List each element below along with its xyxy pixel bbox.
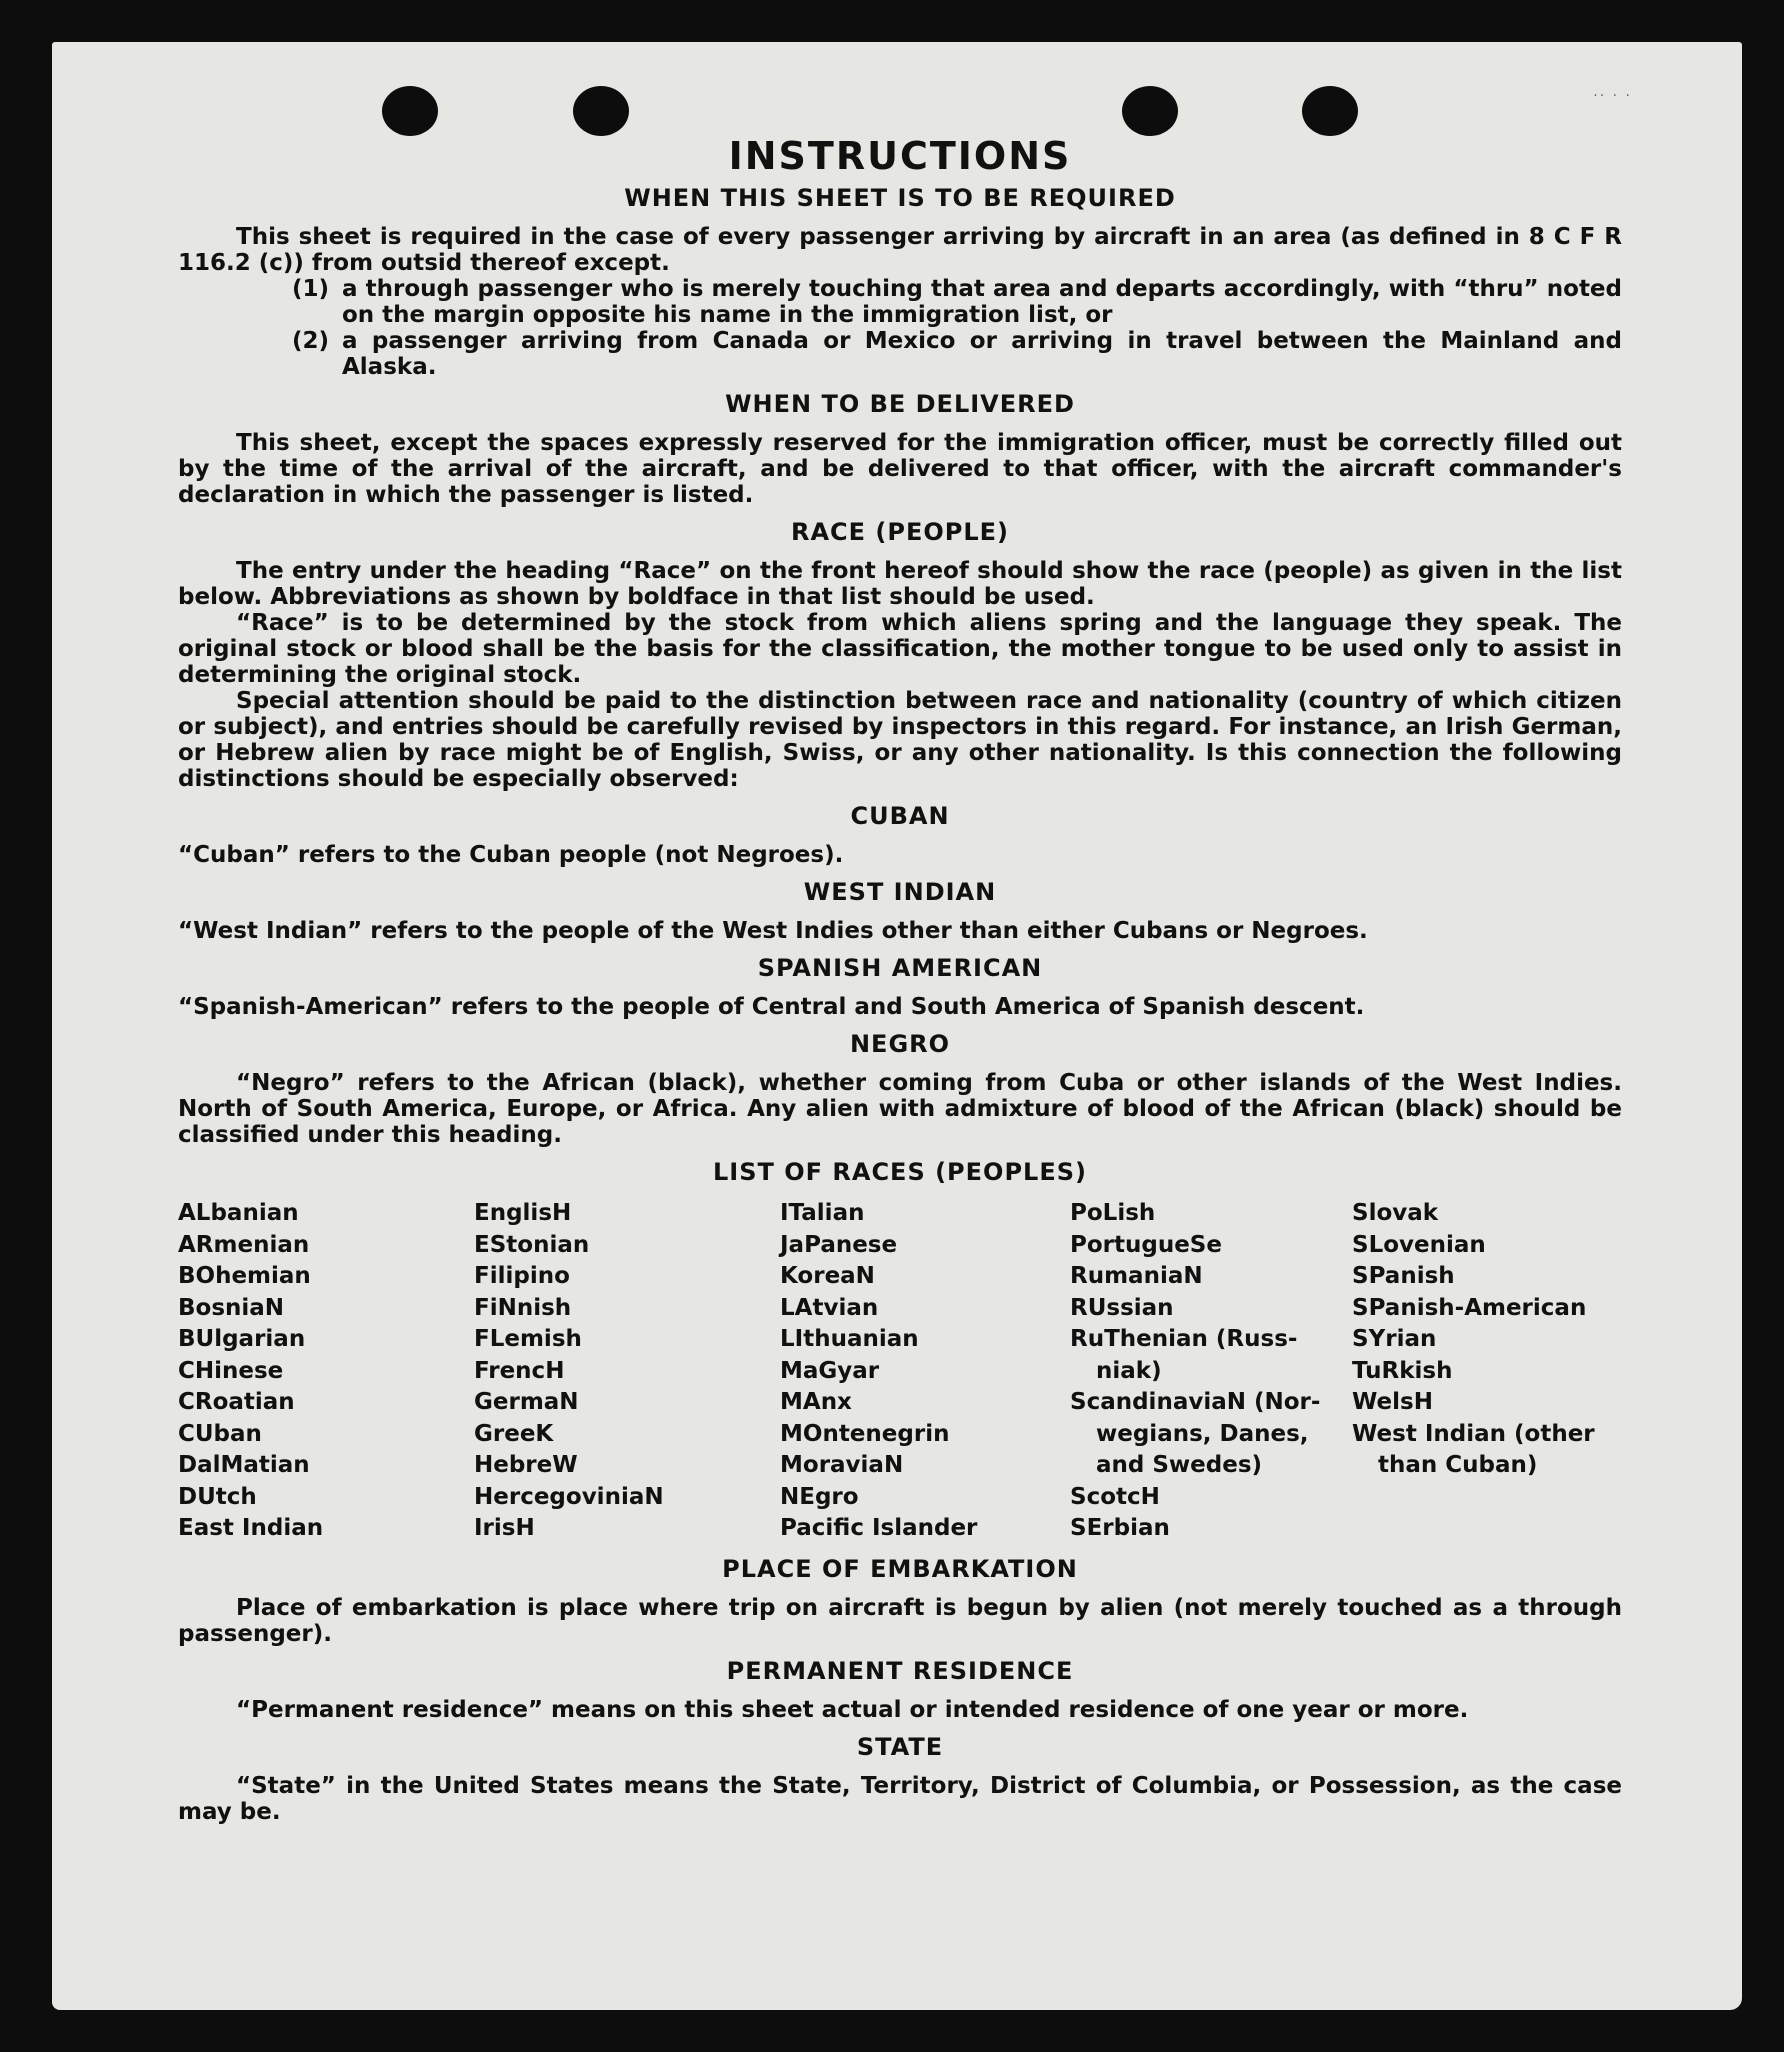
spanish-american-text: “Spanish-American” refers to the people of Central and South America of Spanish descent. <box>178 994 1365 1020</box>
race-list-item: SErbian <box>1070 1515 1170 1541</box>
heading-list-of-races: LIST OF RACES (PEOPLES) <box>713 1158 1087 1186</box>
heading-spanish-american: SPANISH AMERICAN <box>757 954 1043 982</box>
race-list-item: than Cuban) <box>1378 1452 1538 1478</box>
punch-hole <box>1122 86 1178 136</box>
cuban-text: “Cuban” refers to the Cuban people (not Negroes). <box>178 842 844 868</box>
race-list-item: CRoatian <box>178 1389 295 1415</box>
race-list-item: HebreW <box>474 1452 578 1478</box>
race-list-item: West Indian (other <box>1352 1420 1595 1447</box>
race-list-item: SPanish-American <box>1352 1294 1587 1321</box>
document-sheet <box>52 42 1742 2010</box>
races-column <box>780 1198 1070 1545</box>
race-list-item: LAtvian <box>780 1294 879 1321</box>
race-list-item: WelsH <box>1352 1389 1433 1415</box>
race-list-item: MAnx <box>780 1389 852 1415</box>
exception-item <box>292 328 1622 380</box>
race-list-item: GermaN <box>474 1389 579 1415</box>
race-list-item: KoreaN <box>780 1263 875 1289</box>
race-list-item: East Indian <box>178 1515 324 1541</box>
race-list-item: MoraviaN <box>780 1452 904 1478</box>
delivered-text: This sheet, except the spaces expressly reserved for the immigration officer, must be correctly filled out by the time of the arrival of the aircraft, and be delivered to that officer, with the aircraft commander's declaration in which the passenger is listed. <box>178 430 1622 508</box>
heading-cuban: CUBAN <box>850 802 950 830</box>
race-list-item: DalMatian <box>178 1452 310 1478</box>
negro-text: “Negro” refers to the African (black), whether coming from Cuba or other islands of the West Indies. North of South America, Europe, or Africa. Any alien with admixture of blood of the African (black) should be classified under this heading. <box>178 1070 1622 1148</box>
state-text: “State” in the United States means the State, Territory, District of Columbia, or Possession, as the case may be. <box>178 1772 1622 1825</box>
exception-text: a through passenger who is merely touching that area and departs accordingly, with “thru” noted on the margin opposite his name in the immigration list, or <box>342 276 1622 328</box>
west-indian-text: “West Indian” refers to the people of the West Indies other than either Cubans or Negroes. <box>178 918 1368 944</box>
heading-west-indian: WEST INDIAN <box>803 878 997 906</box>
heading-race: RACE (PEOPLE) <box>790 518 1010 546</box>
race-list-item: Pacific Islander <box>780 1515 978 1541</box>
race-list-item: PortugueSe <box>1070 1231 1222 1258</box>
race-paragraph-3: Special attention should be paid to the distinction between race and nationality (country of which citizen or subject), and entries should be carefully revised by inspectors in this regard. For instance, an Irish German, or Hebrew alien by race might be of English, Swiss, or any other nationality. Is this connection the following distinctions should be especially observed: <box>178 688 1622 792</box>
race-list-item: ScotcH <box>1070 1483 1160 1510</box>
race-list-item: MaGyar <box>780 1357 880 1384</box>
race-paragraph-1: The entry under the heading “Race” on the front hereof should show the race (people) as given in the list below. Abbreviations as shown by boldface in that list should be used. <box>178 558 1622 610</box>
race-list-item: JaPanese <box>780 1231 898 1258</box>
race-list-item: BOhemian <box>178 1263 311 1289</box>
race-list-item: ScandinaviaN (Nor- <box>1070 1389 1321 1415</box>
heading-embarkation: PLACE OF EMBARKATION <box>722 1554 1078 1583</box>
exception-number: (2) <box>292 328 330 354</box>
race-list-item: niak) <box>1096 1357 1162 1384</box>
race-list-item: and Swedes) <box>1096 1452 1263 1478</box>
permanent-residence-text: “Permanent residence” means on this sheet actual or intended residence of one year or more. <box>236 1696 1469 1723</box>
race-list-item: wegians, Danes, <box>1096 1420 1309 1447</box>
heading-negro: NEGRO <box>849 1030 951 1058</box>
race-list-item: RumaniaN <box>1070 1263 1203 1289</box>
heading-required: WHEN THIS SHEET IS TO BE REQUIRED <box>624 184 1176 212</box>
race-list-item: BosniaN <box>178 1294 285 1321</box>
exception-item <box>292 276 1622 328</box>
race-list-item: BUlgarian <box>178 1326 306 1352</box>
heading-permanent-residence: PERMANENT RESIDENCE <box>726 1656 1074 1685</box>
race-list-item: DUtch <box>178 1483 257 1510</box>
race-list-item: CHinese <box>178 1357 284 1384</box>
punch-hole <box>573 86 629 136</box>
race-list-item: TuRkish <box>1352 1357 1453 1384</box>
embarkation-text: Place of embarkation is place where trip on aircraft is begun by alien (not merely touched as a through passenger). <box>178 1594 1622 1647</box>
race-paragraph-2: “Race” is to be determined by the stock from which aliens spring and the language they speak. The original stock or blood shall be the basis for the classification, the mother tongue to be used only to assist in determining the original stock. <box>178 610 1622 688</box>
race-list-item: Slovak <box>1352 1200 1439 1226</box>
exception-text: a passenger arriving from Canada or Mexico or arriving in travel between the Mainland and Alaska. <box>342 328 1622 380</box>
race-list-item: SLovenian <box>1352 1231 1486 1258</box>
race-list-item: Filipino <box>474 1263 570 1289</box>
race-list-item: EnglisH <box>474 1200 572 1226</box>
race-list-item: ARmenian <box>178 1231 310 1258</box>
race-list-item: CUban <box>178 1420 262 1447</box>
race-list-item: LIthuanian <box>780 1326 919 1352</box>
race-list-item: PoLish <box>1070 1200 1156 1226</box>
corner-mark: ·· · · <box>1593 88 1632 104</box>
race-list-item: SYrian <box>1352 1326 1437 1352</box>
races-column <box>474 1198 780 1545</box>
race-list-item: ITalian <box>780 1200 865 1226</box>
race-list-item: FrencH <box>474 1357 565 1384</box>
race-list-item: FiNnish <box>474 1294 572 1321</box>
race-list-item: IrisH <box>474 1515 535 1541</box>
race-list-item: NEgro <box>780 1483 859 1510</box>
race-list-item: GreeK <box>474 1420 554 1447</box>
race-list-item: SPanish <box>1352 1263 1455 1289</box>
exception-number: (1) <box>292 276 330 302</box>
races-column <box>178 1198 474 1545</box>
heading-delivered: WHEN TO BE DELIVERED <box>725 390 1075 418</box>
race-list-item: EStonian <box>474 1231 590 1258</box>
races-column <box>1070 1198 1352 1545</box>
races-column <box>1352 1198 1622 1545</box>
heading-state: STATE <box>856 1732 944 1761</box>
required-intro: This sheet is required in the case of every passenger arriving by aircraft in an area (as defined in 8 C F R 116.2 (c)) from outsid thereof except. <box>178 224 1622 276</box>
instructions-content <box>178 134 1622 1825</box>
race-list-item: ALbanian <box>178 1200 299 1226</box>
race-list-item: RUssian <box>1070 1294 1174 1321</box>
race-list-item: MOntenegrin <box>780 1420 950 1447</box>
race-list-item: HercegoviniaN <box>474 1483 664 1510</box>
punch-hole <box>1302 86 1358 136</box>
page-title: INSTRUCTIONS <box>728 134 1072 178</box>
races-list <box>178 1198 1622 1545</box>
punch-hole <box>382 86 438 136</box>
race-list-item: RuThenian (Russ- <box>1070 1326 1298 1352</box>
race-list-item: FLemish <box>474 1326 582 1352</box>
